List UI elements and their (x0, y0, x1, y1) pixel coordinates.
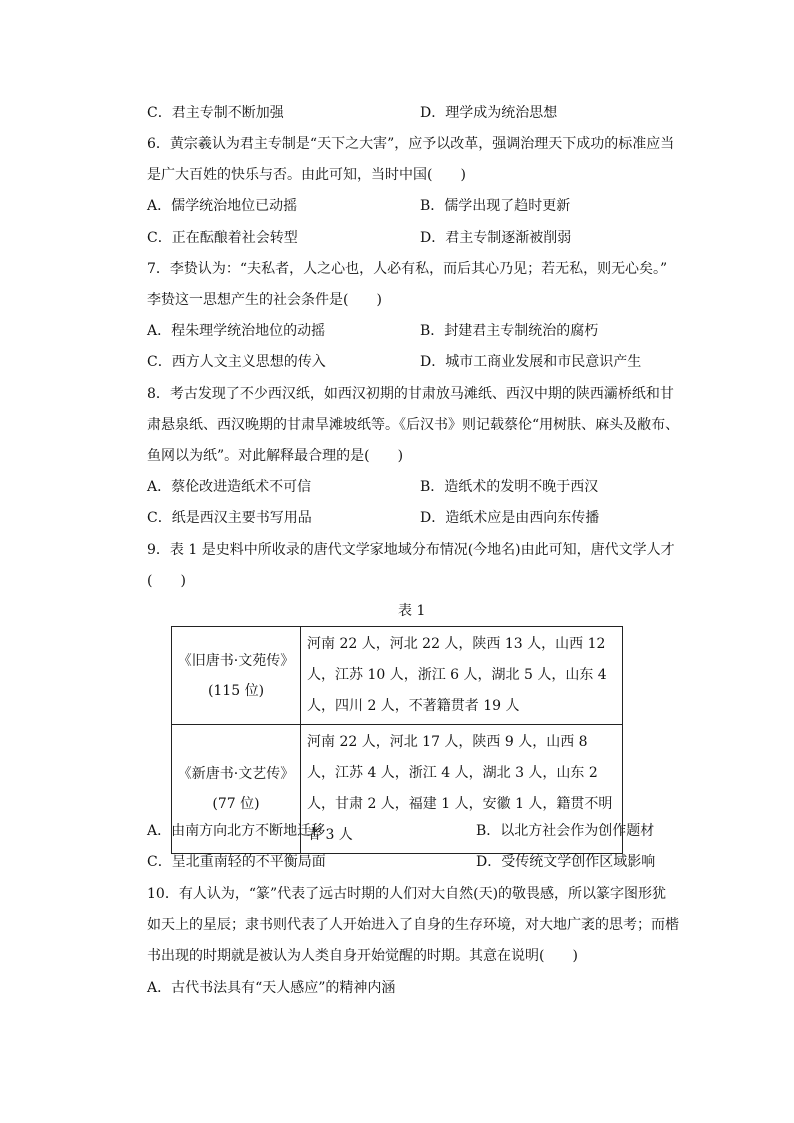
q9-option-a: A．由南方向北方不断地迁移 (147, 823, 326, 839)
table-caption: 表 1 (398, 603, 426, 619)
q5-option-c: C．君主专制不断加强 (147, 105, 284, 121)
region-distribution: 河南 22 人，河北 17 人，陕西 9 人，山西 8 人，江苏 4 人，浙江 4 人，湖北 3 人，山东 2 人，甘肃 2 人，福建 1 人，安徽 1 人，籍贯不明者 3 人 (301, 725, 623, 854)
q7-option-b: B．封建君主专制统治的腐朽 (420, 323, 599, 339)
q7-stem-line-1: 7．李贽认为：“夫私者，人之心也，人必有私，而后其心乃见；若无私，则无心矣。” (147, 261, 668, 277)
q8-option-a: A．蔡伦改进造纸术不可信 (147, 479, 312, 495)
q9-option-c: C．呈北重南轻的不平衡局面 (147, 854, 326, 870)
q9-stem-line-1: 9．表 1 是史料中所收录的唐代文学家地域分布情况(今地名)由此可知，唐代文学人才 (147, 542, 675, 558)
q9-option-b: B．以北方社会作为创作题材 (476, 823, 655, 839)
q8-stem-line-3: 鱼网以为纸”。对此解释最合理的是( ) (147, 448, 404, 464)
q5-option-d: D．理学成为统治思想 (420, 105, 558, 121)
q10-stem-line-3: 书出现的时期就是被认为人类自身开始觉醒的时期。其意在说明( ) (147, 948, 578, 964)
q9-stem-line-2: ( ) (147, 573, 186, 589)
q9-option-d: D．受传统文学创作区域影响 (476, 854, 656, 870)
q7-option-a: A．程朱理学统治地位的动摇 (147, 323, 326, 339)
region-distribution: 河南 22 人，河北 22 人，陕西 13 人，山西 12 人，江苏 10 人，浙江 6 人，湖北 5 人，山东 4 人，四川 2 人，不著籍贯者 19 人 (301, 627, 623, 725)
q6-option-b: B．儒学出现了趋时更新 (420, 198, 571, 214)
q10-stem-line-2: 如天上的星辰；隶书则代表了人开始进入了自身的生存环境，对大地广袤的思考；而楷 (147, 917, 679, 933)
author-distribution-table (171, 626, 623, 854)
author-count: (77 位) (212, 796, 260, 812)
book-title: 《新唐书·文艺传》 (177, 766, 295, 782)
table-row (172, 627, 623, 725)
q7-option-c: C．西方人文主义思想的传入 (147, 354, 326, 370)
q10-stem-line-1: 10．有人认为，“篆”代表了远古时期的人们对大自然(天)的敬畏感，所以篆字图形犹 (147, 886, 667, 902)
q8-option-d: D．造纸术应是由西向东传播 (420, 510, 600, 526)
book-title: 《旧唐书·文苑传》 (177, 652, 295, 669)
q6-option-d: D．君主专制逐渐被削弱 (420, 230, 572, 246)
q6-option-c: C．正在酝酿着社会转型 (147, 230, 298, 246)
q8-option-c: C．纸是西汉主要书写用品 (147, 510, 312, 526)
q10-option-a: A．古代书法具有“天人感应”的精神内涵 (147, 980, 396, 996)
q6-option-a: A．儒学统治地位已动摇 (147, 198, 298, 214)
q8-stem-line-1: 8．考古发现了不少西汉纸，如西汉初期的甘肃放马滩纸、西汉中期的陕西灞桥纸和甘 (147, 386, 674, 402)
q8-stem-line-2: 肃悬泉纸、西汉晚期的甘肃旱滩坡纸等。《后汉书》则记载蔡伦“用树肤、麻头及敝布、 (147, 417, 680, 433)
q6-stem-line-1: 6．黄宗羲认为君主专制是“天下之大害”，应予以改革，强调治理天下成功的标准应当 (147, 136, 675, 152)
q6-stem-line-2: 是广大百姓的快乐与否。由此可知，当时中国( ) (147, 167, 466, 183)
q7-option-d: D．城市工商业发展和市民意识产生 (420, 354, 642, 370)
q7-stem-line-2: 李贽这一思想产生的社会条件是( ) (147, 292, 382, 308)
table-book-cell (172, 627, 301, 725)
q8-option-b: B．造纸术的发明不晚于西汉 (420, 479, 599, 495)
author-count: (115 位) (207, 682, 265, 699)
